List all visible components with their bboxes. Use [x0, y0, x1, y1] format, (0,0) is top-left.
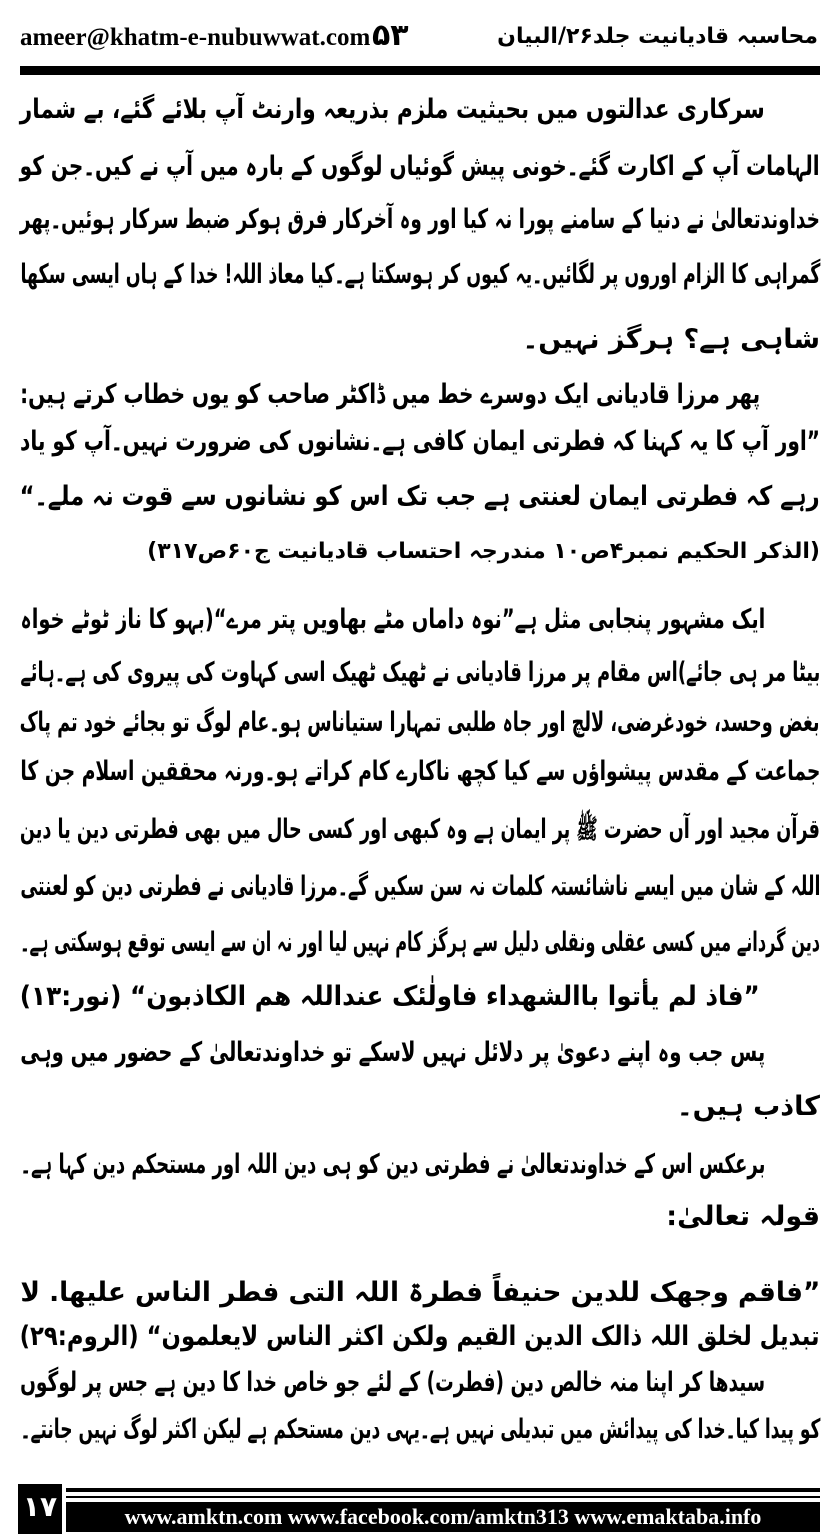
text-line	[20, 1033, 820, 1073]
text-line	[20, 200, 820, 240]
text-line-content: پس جب وہ اپنے دعویٰ پر دلائل نہیں لاسکے تو خداوندتعالیٰ کے حضور میں وہی	[20, 1037, 765, 1068]
text-line-content: بیٹا مر ہی جائے)اس مقام پر مرزا قادیانی نے ٹھیک ٹھیک اسی کہاوت کی پیروی کی ہے۔ہائے	[20, 657, 820, 688]
text-line	[20, 923, 820, 963]
text-line	[20, 375, 820, 415]
text-line	[20, 477, 820, 517]
text-line-content: ایک مشہور پنجابی مثل ہے”نوہ داماں مٹے بھاویں پتر مرے“(بہو کا ناز ٹوٹے خواہ	[20, 604, 765, 635]
text-line-content: شاہی ہے؟ ہرگز نہیں۔	[522, 324, 820, 355]
text-line-content: بغض وحسد، خودغرضی، لالچ اور جاہ طلبی تمہارا ستیاناس ہو۔عام لوگ تو بجائے خود تم پاک	[20, 707, 820, 738]
header-email: ameer@khatm-e-nubuwwat.com	[20, 24, 371, 51]
text-line-content: برعکس اس کے خداوندتعالیٰ نے فطرتی دین کو ہی دین اللہ اور مستحکم دین کہا ہے۔	[20, 1149, 765, 1180]
text-line-content: کو پیدا کیا۔خدا کی پیدائش میں تبدیلی نہیں ہے۔یہی دین مستحکم ہے لیکن اکثر لوگ نہیں جانتے۔	[20, 1414, 820, 1445]
text-line	[20, 255, 820, 295]
text-line	[20, 653, 820, 693]
text-line	[20, 600, 820, 640]
text-line	[20, 320, 820, 360]
header-book-title: محاسبہ قادیانیت جلد۲۶/البیان	[497, 24, 818, 49]
text-line-content: کاذب ہیں۔	[676, 1091, 820, 1122]
text-line-content: قرآن مجید اور آں حضرت ﷺ پر ایمان ہے وہ کبھی اور کسی حال میں بھی فطرتی دین یا دین	[20, 814, 820, 845]
footer-links: www.amktn.com www.facebook.com/amktn313 www.emaktaba.info	[66, 1502, 820, 1532]
text-line	[20, 867, 820, 907]
text-line-content: ”فاقم وجھک للدین حنیفاً فطرۃ اللہ التی فطر الناس علیھا. لا	[20, 1277, 820, 1308]
text-line	[20, 1363, 820, 1403]
text-line	[20, 810, 820, 850]
text-line	[20, 1410, 820, 1450]
text-line-content: پھر مرزا قادیانی ایک دوسرے خط میں ڈاکٹر صاحب کو یوں خطاب کرتے ہیں:	[20, 379, 760, 410]
text-line-content: دین گردانے میں کسی عقلی ونقلی دلیل سے ہرگز کام نہیں لیا اور نہ ان سے ایسی توقع ہوسکتی ہے۔	[20, 927, 820, 958]
footer-divider	[66, 1488, 820, 1492]
text-line	[20, 703, 820, 743]
text-line	[20, 1145, 820, 1185]
footer-divider	[66, 1496, 820, 1498]
text-line-content: سیدھا کر اپنا منہ خالص دین (فطرت) کے لئے جو خاص خدا کا دین ہے جس پر لوگوں	[20, 1367, 765, 1398]
text-line	[20, 1087, 820, 1127]
text-line-content: رہے کہ فطرتی ایمان لعنتی ہے جب تک اس کو نشانوں سے قوت نہ ملے۔“	[20, 481, 820, 512]
text-line-content: گمراہی کا الزام اوروں پر لگائیں۔یہ کیوں کر ہوسکتا ہے۔کیا معاذ اللہ! خدا کے ہاں ایسی سکھا	[20, 259, 820, 290]
text-line-content: اللہ کے شان میں ایسے ناشائستہ کلمات نہ سن سکیں گے۔مرزا قادیانی نے فطرتی دین کو لعنتی	[20, 871, 820, 902]
text-line-content: ”فاذ لم یأتوا باالشھداء فاولٰئک عنداللہ ھم الکاذبون“ (نور:۱۳)	[20, 981, 761, 1012]
text-line-content: سرکاری عدالتوں میں بحیثیت ملزم بذریعہ وارنٹ آپ بلائے گئے، بے شمار	[20, 94, 765, 125]
citation-line	[20, 532, 820, 572]
header-page-number: ۵۳	[372, 18, 409, 53]
text-line	[20, 422, 820, 462]
text-line-content: الہامات آپ کے اکارت گئے۔خونی پیش گوئیاں لوگوں کے بارہ میں آپ نے کیں۔جن کو	[20, 151, 820, 182]
text-line	[20, 1317, 820, 1357]
text-line-content: ”اور آپ کا یہ کہنا کہ فطرتی ایمان کافی ہے۔نشانوں کی ضرورت نہیں۔آپ کو یاد	[20, 426, 820, 457]
text-line-content: خداوندتعالیٰ نے دنیا کے سامنے پورا نہ کیا اور وہ آخرکار فرق ہوکر ضبط سرکار ہوئیں۔پھر	[20, 204, 820, 235]
text-line	[20, 90, 820, 130]
text-line-content: تبدیل لخلق اللہ ذالک الدین القیم ولکن اکثر الناس لایعلمون“ (الروم:۲۹)	[20, 1321, 821, 1352]
text-line	[20, 977, 820, 1017]
text-line-content: جماعت کے مقدس پیشواؤں سے کیا کچھ ناکارے کام کراتے ہو۔ورنہ محققین اسلام جن کا	[20, 756, 820, 787]
text-line-content: قولہ تعالیٰ:	[666, 1201, 820, 1232]
footer-page-number: ۱۷	[18, 1484, 62, 1534]
text-line	[20, 147, 820, 187]
header-divider	[20, 66, 820, 75]
text-line	[20, 1197, 820, 1237]
text-line	[20, 752, 820, 792]
text-line-content: (الذکر الحکیم نمبر۴ص۱۰ مندرجہ احتساب قادیانیت ج۶۰ص۳۱۷)	[147, 539, 820, 564]
text-line	[20, 1273, 820, 1313]
